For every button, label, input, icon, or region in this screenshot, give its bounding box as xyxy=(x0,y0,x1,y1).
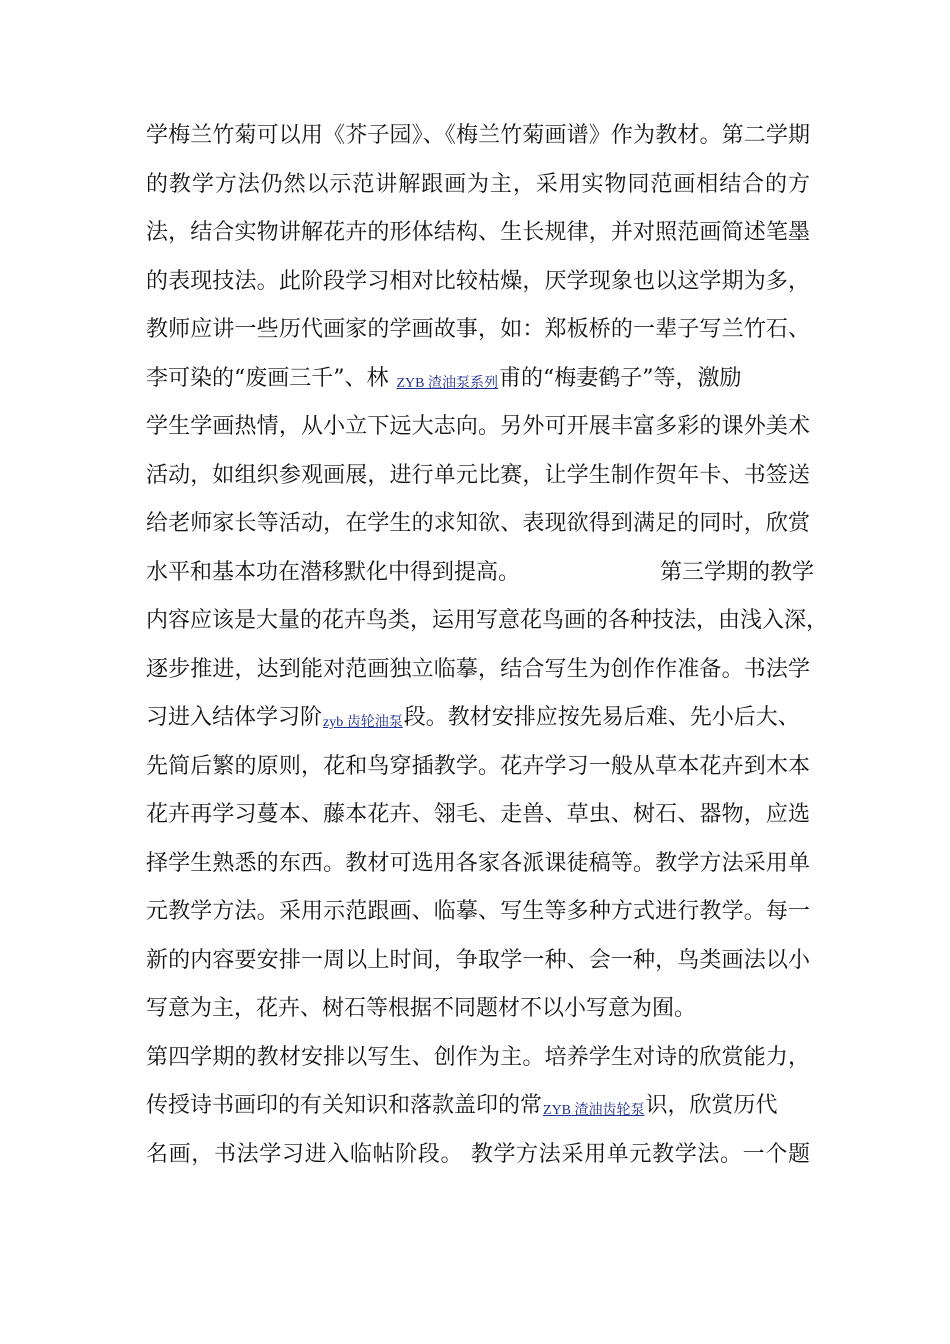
text-segment: 的教学方法仍然以示范讲解跟画为主，采用实物同范画相结合的方 xyxy=(146,171,810,197)
text-line xyxy=(146,743,810,792)
text-segment: 新的内容要安排一周以上时间，争取学一种、会一种，鸟类画法以小 xyxy=(146,947,810,973)
text-segment: 择学生熟悉的东西。教材可选用各家各派课徒稿等。教学方法采用单 xyxy=(146,850,810,876)
text-line xyxy=(146,452,810,501)
text-segment: 给老师家长等活动，在学生的求知欲、表现欲得到满足的同时，欣赏 xyxy=(146,511,810,536)
text-segment: 内容应该是大量的花卉鸟类，运用写意花鸟画的各种技法，由浅入深， xyxy=(146,608,829,633)
text-segment: 甫的“梅妻鹤子”等，激励 xyxy=(499,365,742,391)
text-line xyxy=(146,597,829,646)
text-line xyxy=(146,403,810,452)
text-segment: 元教学方法。采用示范跟画、临摹、写生等多种方式进行教学。每一 xyxy=(146,899,810,924)
text-segment: 花卉再学习蔓本、藤本花卉、翎毛、走兽、草虫、树石、器物，应选 xyxy=(146,802,810,827)
text-segment: 学梅兰竹菊可以用《芥子园》、《梅兰竹菊画谱》作为教材。第二学期 xyxy=(146,123,810,148)
text-segment: 写意为主，花卉、树石等根据不同题材不以小写意为囿。 xyxy=(146,996,697,1021)
text-line xyxy=(146,549,815,598)
text-segment: 段。教材安排应按先易后难、先小后大、 xyxy=(403,705,800,730)
text-segment: 传授诗书画印的有关知识和落款盖印的常 xyxy=(146,1093,543,1118)
text-line xyxy=(146,888,810,937)
inline-link-zyb-pump-series[interactable]: ZYB 渣油泵系列 xyxy=(396,375,498,391)
text-segment: 识，欣赏历代 xyxy=(645,1093,778,1118)
text-segment: 李可染的“废画三千”、林 xyxy=(146,365,396,391)
text-segment: 的表现技法。此阶段学习相对比较枯燥，厌学现象也以这学期为多， xyxy=(146,268,810,294)
text-segment: 名画，书法学习进入临帖阶段。 教学方法采用单元教学法。一个题 xyxy=(146,1141,810,1167)
text-line xyxy=(146,355,810,404)
text-line xyxy=(146,646,810,695)
text-segment: 学生学画热情，从小立下远大志向。另外可开展丰富多彩的课外美术 xyxy=(146,414,810,439)
text-line xyxy=(146,937,810,986)
text-segment: 逐步推进，达到能对范画独立临摹，结合写生为创作作准备。书法学 xyxy=(146,656,810,682)
text-line xyxy=(146,258,810,307)
text-line xyxy=(146,1131,810,1180)
text-line xyxy=(146,161,810,210)
text-segment: 第四学期的教材安排以写生、创作为主。培养学生对诗的欣赏能力， xyxy=(146,1044,810,1070)
text-segment: 第三学期的教学 xyxy=(660,559,815,585)
text-line xyxy=(146,985,810,1034)
text-line xyxy=(146,112,810,161)
text-line xyxy=(146,500,810,549)
text-segment: 习进入结体学习阶 xyxy=(146,705,323,730)
text-segment: 活动，如组织参观画展，进行单元比赛，让学生制作贺年卡、书签送 xyxy=(146,462,810,488)
text-segment: 教师应讲一些历代画家的学画故事，如：郑板桥的一辈子写兰竹石、 xyxy=(146,317,810,342)
document-body xyxy=(146,112,829,1179)
text-line xyxy=(146,209,810,258)
inline-link-zyb-residual-oil-gear-pump[interactable]: ZYB 渣油齿轮泵 xyxy=(543,1103,645,1118)
text-line xyxy=(146,1082,810,1131)
text-segment: 水平和基本功在潜移默化中得到提高。 xyxy=(146,559,521,585)
text-segment: 法，结合实物讲解花卉的形体结构、生长规律，并对照范画简述笔墨 xyxy=(146,220,810,245)
text-line xyxy=(146,694,810,743)
text-line xyxy=(146,1034,810,1083)
text-line xyxy=(146,840,810,889)
inline-link-zyb-gear-oil-pump[interactable]: zyb 齿轮油泵 xyxy=(323,715,403,730)
text-line xyxy=(146,791,810,840)
text-segment: 先简后繁的原则，花和鸟穿插教学。花卉学习一般从草本花卉到木本 xyxy=(146,753,810,779)
text-line xyxy=(146,306,810,355)
